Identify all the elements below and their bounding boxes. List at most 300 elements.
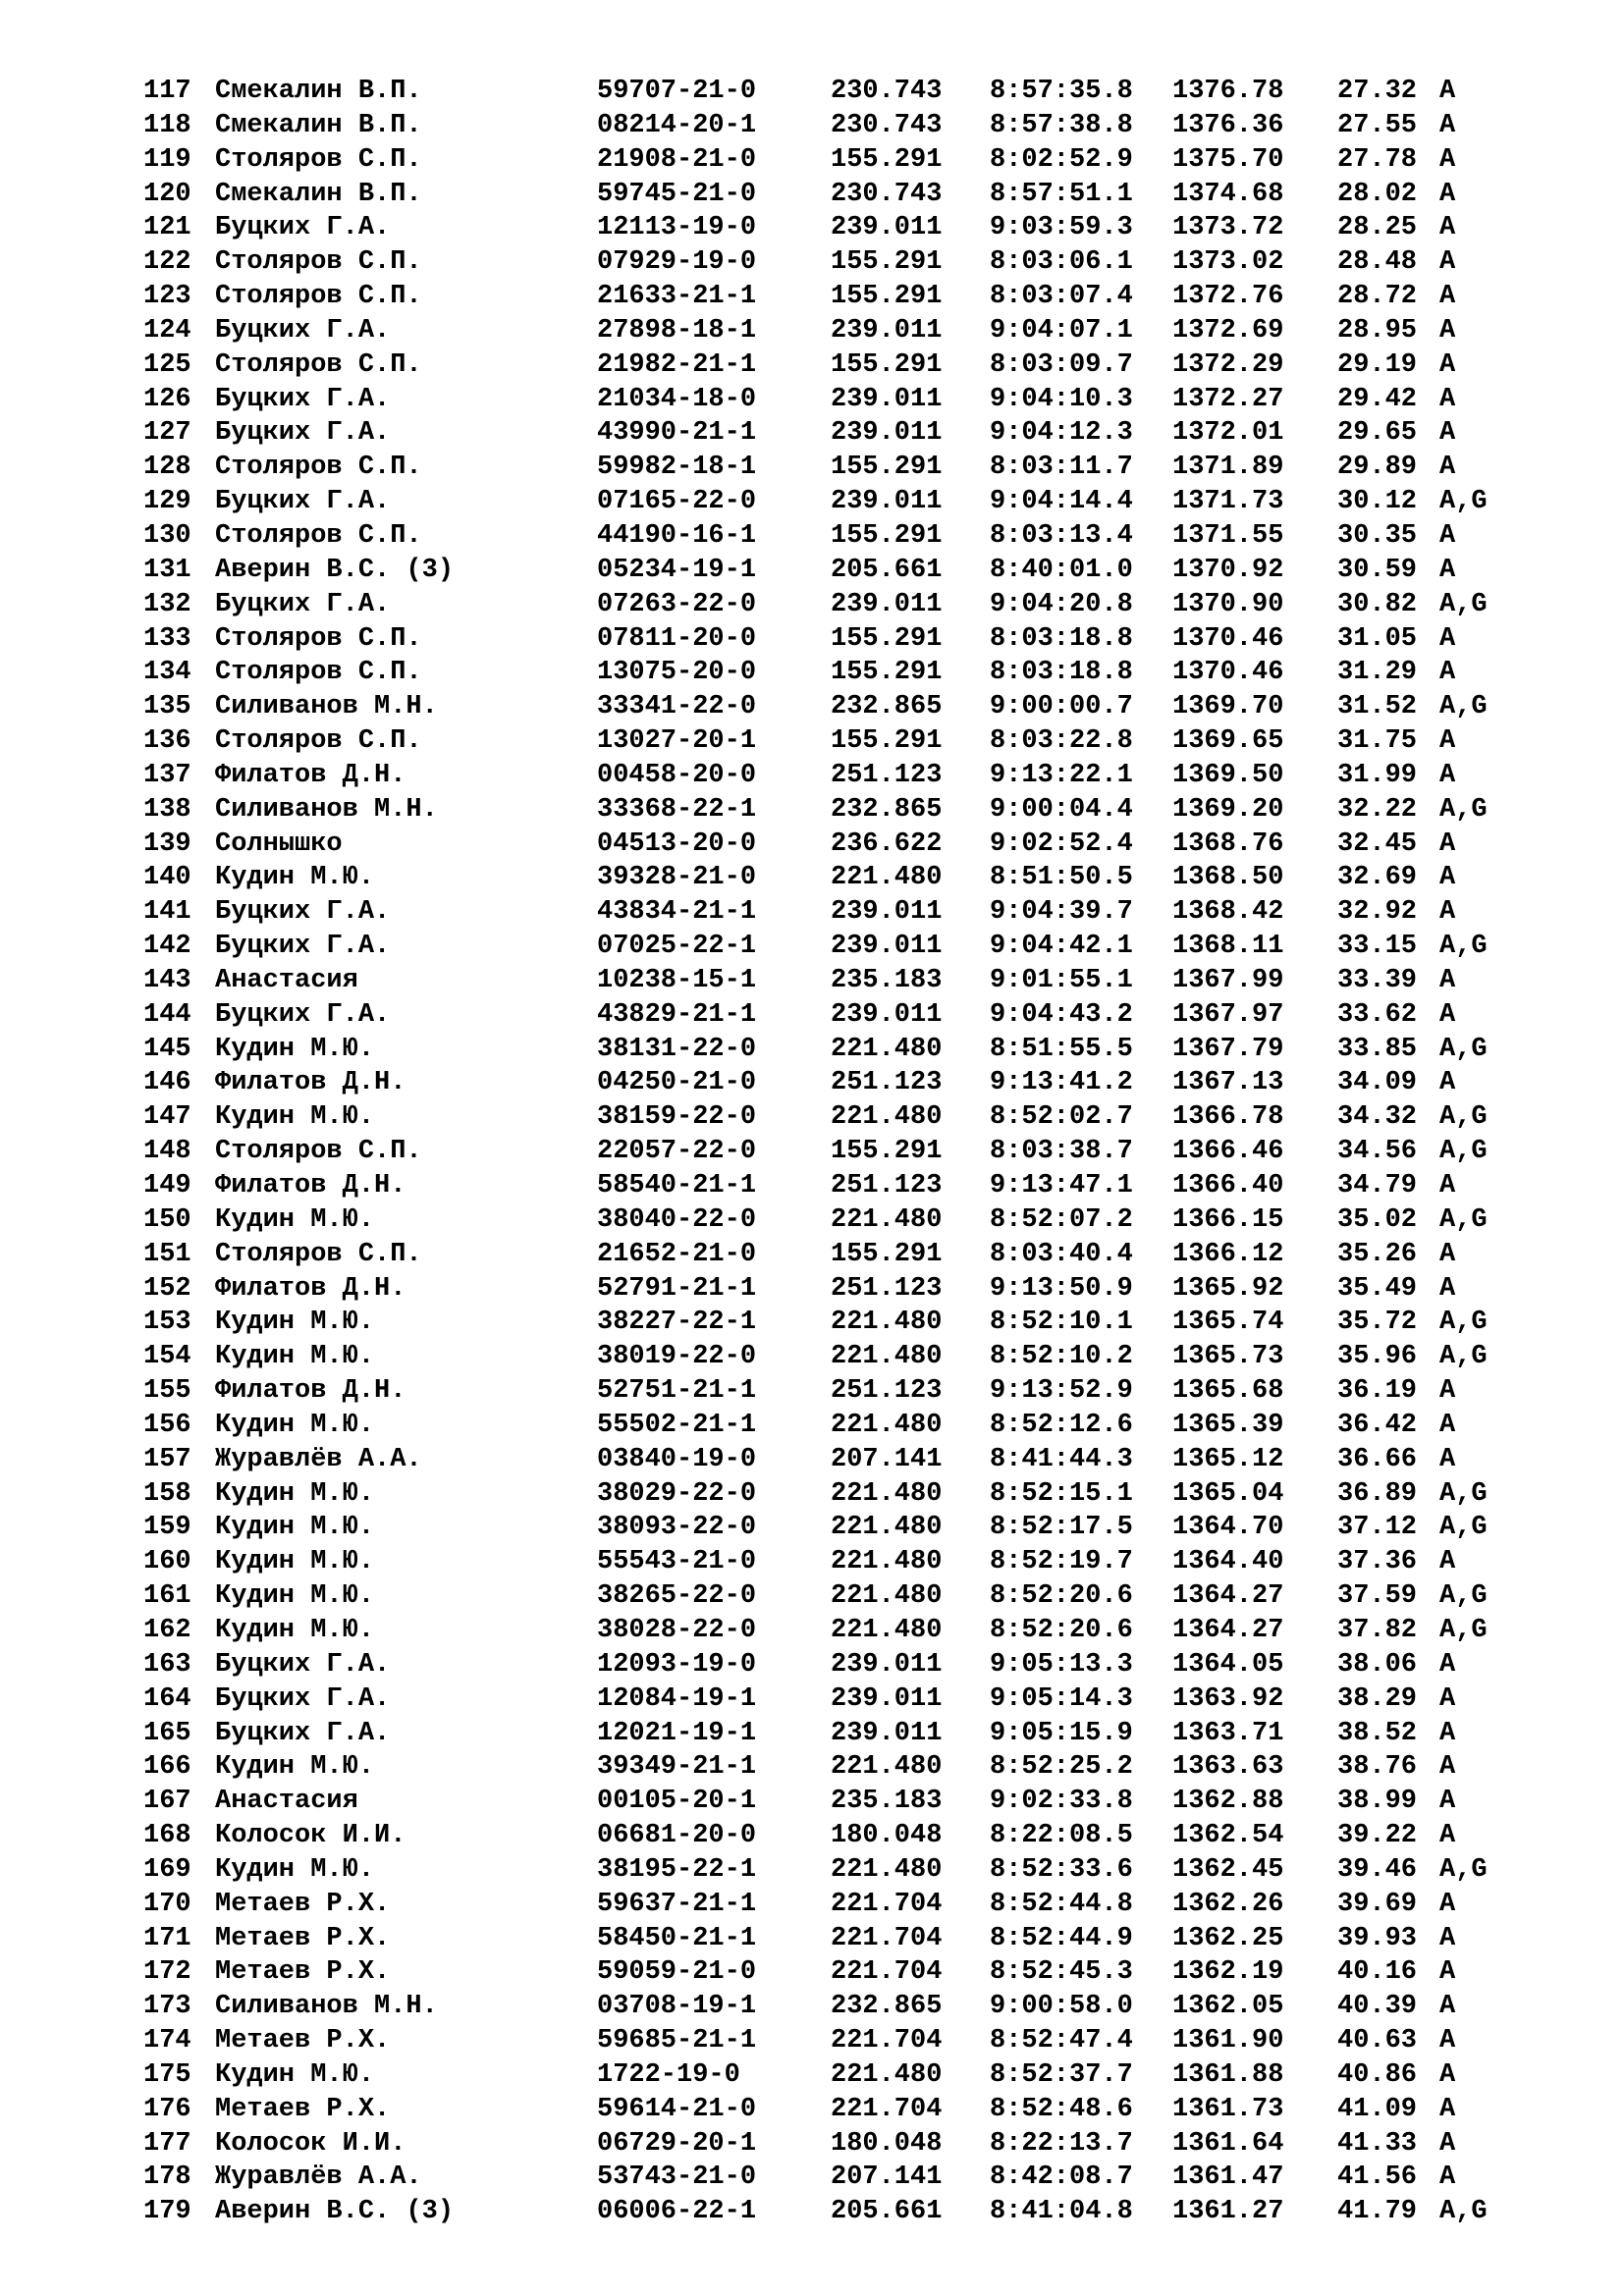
flag-cell: A,G [1439, 1102, 1488, 1133]
arrival-time-cell: 8:03:38.7 [990, 1137, 1133, 1167]
ring-number-cell: 59059-21-0 [597, 1957, 757, 1988]
fancier-name-cell: Буцких Г.А. [215, 418, 391, 449]
table-row [143, 2161, 1518, 2195]
arrival-time-cell: 8:03:13.4 [990, 520, 1133, 551]
fancier-name-cell: Метаев Р.Х. [215, 1889, 391, 1919]
distance-cell: 155.291 [831, 520, 943, 551]
fancier-name-cell: Кудин М.Ю. [215, 1615, 375, 1645]
ring-number-cell: 21982-21-1 [597, 349, 757, 380]
table-row [143, 930, 1518, 964]
speed-cell: 1368.42 [1172, 897, 1284, 928]
arrival-time-cell: 8:03:18.8 [990, 658, 1133, 688]
ring-number-cell: 07025-22-1 [597, 932, 757, 962]
place-cell: 124 [143, 315, 191, 346]
arrival-time-cell: 8:22:13.7 [990, 2128, 1133, 2159]
distance-cell: 251.123 [831, 1068, 943, 1098]
distance-cell: 239.011 [831, 897, 943, 928]
table-row [143, 1033, 1518, 1067]
table-row [143, 1682, 1518, 1717]
table-row [143, 348, 1518, 383]
coefficient-cell: 31.52 [1337, 692, 1418, 722]
arrival-time-cell: 9:13:47.1 [990, 1171, 1133, 1201]
coefficient-cell: 27.78 [1337, 144, 1418, 175]
table-row [143, 211, 1518, 245]
table-row [143, 519, 1518, 554]
distance-cell: 155.291 [831, 453, 943, 483]
flag-cell: A [1439, 2059, 1456, 2090]
coefficient-cell: 27.32 [1337, 77, 1418, 106]
speed-cell: 1364.40 [1172, 1547, 1284, 1577]
ring-number-cell: 06729-20-1 [597, 2128, 757, 2159]
ring-number-cell: 39349-21-1 [597, 1752, 757, 1783]
flag-cell: A [1439, 999, 1456, 1030]
flag-cell: A [1439, 1444, 1456, 1474]
flag-cell: A,G [1439, 1513, 1488, 1543]
speed-cell: 1364.05 [1172, 1649, 1284, 1680]
coefficient-cell: 27.55 [1337, 110, 1418, 140]
table-row [143, 1955, 1518, 1990]
coefficient-cell: 32.69 [1337, 863, 1418, 893]
arrival-time-cell: 8:52:44.8 [990, 1889, 1133, 1919]
table-row [143, 1750, 1518, 1785]
distance-cell: 221.480 [831, 1581, 943, 1612]
arrival-time-cell: 8:52:17.5 [990, 1513, 1133, 1543]
coefficient-cell: 30.82 [1337, 589, 1418, 619]
speed-cell: 1361.73 [1172, 2094, 1284, 2124]
fancier-name-cell: Буцких Г.А. [215, 897, 391, 928]
fancier-name-cell: Буцких Г.А. [215, 384, 391, 414]
coefficient-cell: 37.36 [1337, 1547, 1418, 1577]
arrival-time-cell: 9:04:20.8 [990, 589, 1133, 619]
coefficient-cell: 28.25 [1337, 213, 1418, 243]
place-cell: 155 [143, 1376, 191, 1407]
fancier-name-cell: Столяров С.П. [215, 144, 422, 175]
place-cell: 131 [143, 555, 191, 585]
arrival-time-cell: 8:52:44.9 [990, 1923, 1133, 1953]
distance-cell: 239.011 [831, 932, 943, 962]
arrival-time-cell: 8:52:47.4 [990, 2026, 1133, 2056]
distance-cell: 180.048 [831, 2128, 943, 2159]
ring-number-cell: 07811-20-0 [597, 623, 757, 654]
arrival-time-cell: 9:04:12.3 [990, 418, 1133, 449]
speed-cell: 1362.45 [1172, 1854, 1284, 1885]
distance-cell: 221.480 [831, 1752, 943, 1783]
arrival-time-cell: 9:05:14.3 [990, 1683, 1133, 1714]
fancier-name-cell: Столяров С.П. [215, 1137, 422, 1167]
place-cell: 173 [143, 1992, 191, 2022]
speed-cell: 1366.15 [1172, 1204, 1284, 1235]
speed-cell: 1366.78 [1172, 1102, 1284, 1133]
fancier-name-cell: Филатов Д.Н. [215, 1171, 406, 1201]
coefficient-cell: 35.02 [1337, 1204, 1418, 1235]
speed-cell: 1371.73 [1172, 487, 1284, 517]
flag-cell: A [1439, 418, 1456, 449]
coefficient-cell: 40.16 [1337, 1957, 1418, 1988]
flag-cell: A [1439, 179, 1456, 209]
distance-cell: 232.865 [831, 794, 943, 825]
place-cell: 142 [143, 932, 191, 962]
coefficient-cell: 39.22 [1337, 1821, 1418, 1851]
distance-cell: 221.704 [831, 1957, 943, 1988]
speed-cell: 1362.19 [1172, 1957, 1284, 1988]
speed-cell: 1376.78 [1172, 77, 1284, 106]
table-row [143, 724, 1518, 759]
arrival-time-cell: 8:57:35.8 [990, 77, 1133, 106]
ring-number-cell: 43834-21-1 [597, 897, 757, 928]
ring-number-cell: 13027-20-1 [597, 726, 757, 757]
ring-number-cell: 44190-16-1 [597, 520, 757, 551]
distance-cell: 239.011 [831, 384, 943, 414]
fancier-name-cell: Силиванов М.Н. [215, 794, 438, 825]
arrival-time-cell: 8:52:33.6 [990, 1854, 1133, 1885]
coefficient-cell: 35.96 [1337, 1342, 1418, 1372]
coefficient-cell: 36.89 [1337, 1478, 1418, 1509]
ring-number-cell: 59614-21-0 [597, 2094, 757, 2124]
fancier-name-cell: Столяров С.П. [215, 247, 422, 278]
coefficient-cell: 41.33 [1337, 2128, 1418, 2159]
arrival-time-cell: 8:52:25.2 [990, 1752, 1133, 1783]
distance-cell: 239.011 [831, 418, 943, 449]
distance-cell: 251.123 [831, 1171, 943, 1201]
distance-cell: 221.480 [831, 1478, 943, 1509]
ring-number-cell: 59707-21-0 [597, 77, 757, 106]
distance-cell: 221.480 [831, 1034, 943, 1064]
place-cell: 143 [143, 965, 191, 995]
speed-cell: 1368.11 [1172, 932, 1284, 962]
flag-cell: A [1439, 1376, 1456, 1407]
place-cell: 122 [143, 247, 191, 278]
fancier-name-cell: Столяров С.П. [215, 282, 422, 312]
coefficient-cell: 40.63 [1337, 2026, 1418, 2056]
ring-number-cell: 12021-19-1 [597, 1718, 757, 1748]
distance-cell: 221.480 [831, 1513, 943, 1543]
ring-number-cell: 59745-21-0 [597, 179, 757, 209]
table-row [143, 416, 1518, 451]
speed-cell: 1363.92 [1172, 1683, 1284, 1714]
distance-cell: 239.011 [831, 1718, 943, 1748]
fancier-name-cell: Буцких Г.А. [215, 1649, 391, 1680]
arrival-time-cell: 8:52:19.7 [990, 1547, 1133, 1577]
ring-number-cell: 43829-21-1 [597, 999, 757, 1030]
ring-number-cell: 10238-15-1 [597, 965, 757, 995]
place-cell: 127 [143, 418, 191, 449]
coefficient-cell: 35.72 [1337, 1308, 1418, 1338]
speed-cell: 1365.74 [1172, 1308, 1284, 1338]
flag-cell: A [1439, 828, 1456, 859]
coefficient-cell: 29.65 [1337, 418, 1418, 449]
place-cell: 177 [143, 2128, 191, 2159]
flag-cell: A [1439, 658, 1456, 688]
table-row [143, 383, 1518, 417]
fancier-name-cell: Кудин М.Ю. [215, 1752, 375, 1783]
place-cell: 175 [143, 2059, 191, 2090]
flag-cell: A,G [1439, 1137, 1488, 1167]
coefficient-cell: 33.85 [1337, 1034, 1418, 1064]
place-cell: 163 [143, 1649, 191, 1680]
speed-cell: 1361.90 [1172, 2026, 1284, 2056]
arrival-time-cell: 9:03:59.3 [990, 213, 1133, 243]
ring-number-cell: 21034-18-0 [597, 384, 757, 414]
distance-cell: 221.480 [831, 1854, 943, 1885]
distance-cell: 221.704 [831, 2094, 943, 2124]
speed-cell: 1362.54 [1172, 1821, 1284, 1851]
speed-cell: 1366.40 [1172, 1171, 1284, 1201]
place-cell: 162 [143, 1615, 191, 1645]
fancier-name-cell: Метаев Р.Х. [215, 2094, 391, 2124]
ring-number-cell: 59982-18-1 [597, 453, 757, 483]
coefficient-cell: 28.95 [1337, 315, 1418, 346]
speed-cell: 1367.13 [1172, 1068, 1284, 1098]
arrival-time-cell: 8:03:07.4 [990, 282, 1133, 312]
fancier-name-cell: Метаев Р.Х. [215, 1923, 391, 1953]
fancier-name-cell: Столяров С.П. [215, 623, 422, 654]
coefficient-cell: 33.15 [1337, 932, 1418, 962]
place-cell: 145 [143, 1034, 191, 1064]
coefficient-cell: 40.86 [1337, 2059, 1418, 2090]
fancier-name-cell: Буцких Г.А. [215, 315, 391, 346]
ring-number-cell: 07929-19-0 [597, 247, 757, 278]
table-row [143, 895, 1518, 930]
distance-cell: 221.480 [831, 1410, 943, 1440]
ring-number-cell: 53743-21-0 [597, 2163, 757, 2193]
fancier-name-cell: Столяров С.П. [215, 453, 422, 483]
flag-cell: A [1439, 77, 1456, 106]
speed-cell: 1361.64 [1172, 2128, 1284, 2159]
arrival-time-cell: 8:52:07.2 [990, 1204, 1133, 1235]
speed-cell: 1361.27 [1172, 2197, 1284, 2227]
fancier-name-cell: Смекалин В.П. [215, 179, 422, 209]
ring-number-cell: 12113-19-0 [597, 213, 757, 243]
ring-number-cell: 55543-21-0 [597, 1547, 757, 1577]
coefficient-cell: 37.12 [1337, 1513, 1418, 1543]
place-cell: 117 [143, 77, 191, 106]
distance-cell: 221.480 [831, 1308, 943, 1338]
fancier-name-cell: Аверин В.С. (3) [215, 555, 455, 585]
arrival-time-cell: 8:52:12.6 [990, 1410, 1133, 1440]
arrival-time-cell: 9:00:00.7 [990, 692, 1133, 722]
speed-cell: 1368.50 [1172, 863, 1284, 893]
flag-cell: A,G [1439, 692, 1488, 722]
speed-cell: 1362.26 [1172, 1889, 1284, 1919]
arrival-time-cell: 8:52:10.2 [990, 1342, 1133, 1372]
ring-number-cell: 38227-22-1 [597, 1308, 757, 1338]
distance-cell: 251.123 [831, 760, 943, 790]
place-cell: 118 [143, 110, 191, 140]
table-row [143, 1066, 1518, 1100]
table-row [143, 1785, 1518, 1819]
place-cell: 125 [143, 349, 191, 380]
place-cell: 170 [143, 1889, 191, 1919]
place-cell: 132 [143, 589, 191, 619]
arrival-time-cell: 8:52:15.1 [990, 1478, 1133, 1509]
distance-cell: 239.011 [831, 213, 943, 243]
speed-cell: 1367.99 [1172, 965, 1284, 995]
ring-number-cell: 12093-19-0 [597, 1649, 757, 1680]
speed-cell: 1370.46 [1172, 623, 1284, 654]
place-cell: 136 [143, 726, 191, 757]
arrival-time-cell: 8:40:01.0 [990, 555, 1133, 585]
distance-cell: 232.865 [831, 692, 943, 722]
ring-number-cell: 58540-21-1 [597, 1171, 757, 1201]
distance-cell: 155.291 [831, 144, 943, 175]
table-row [143, 861, 1518, 895]
coefficient-cell: 36.42 [1337, 1410, 1418, 1440]
ring-number-cell: 33341-22-0 [597, 692, 757, 722]
flag-cell: A [1439, 384, 1456, 414]
flag-cell: A,G [1439, 1204, 1488, 1235]
flag-cell: A [1439, 247, 1456, 278]
ring-number-cell: 38040-22-0 [597, 1204, 757, 1235]
speed-cell: 1366.12 [1172, 1239, 1284, 1269]
table-row [143, 998, 1518, 1033]
distance-cell: 155.291 [831, 349, 943, 380]
fancier-name-cell: Журавлёв А.А. [215, 2163, 422, 2193]
speed-cell: 1364.27 [1172, 1615, 1284, 1645]
speed-cell: 1365.04 [1172, 1478, 1284, 1509]
coefficient-cell: 30.12 [1337, 487, 1418, 517]
flag-cell: A [1439, 1547, 1456, 1577]
flag-cell: A [1439, 144, 1456, 175]
place-cell: 164 [143, 1683, 191, 1714]
distance-cell: 230.743 [831, 110, 943, 140]
table-row [143, 1374, 1518, 1409]
distance-cell: 221.480 [831, 1342, 943, 1372]
fancier-name-cell: Кудин М.Ю. [215, 1102, 375, 1133]
arrival-time-cell: 8:52:48.6 [990, 2094, 1133, 2124]
fancier-name-cell: Столяров С.П. [215, 726, 422, 757]
arrival-time-cell: 9:13:22.1 [990, 760, 1133, 790]
place-cell: 165 [143, 1718, 191, 1748]
distance-cell: 207.141 [831, 2163, 943, 2193]
table-row [143, 690, 1518, 724]
coefficient-cell: 29.42 [1337, 384, 1418, 414]
arrival-time-cell: 8:57:51.1 [990, 179, 1133, 209]
coefficient-cell: 36.66 [1337, 1444, 1418, 1474]
flag-cell: A,G [1439, 932, 1488, 962]
flag-cell: A [1439, 1410, 1456, 1440]
arrival-time-cell: 9:04:07.1 [990, 315, 1133, 346]
speed-cell: 1364.27 [1172, 1581, 1284, 1612]
place-cell: 161 [143, 1581, 191, 1612]
place-cell: 129 [143, 487, 191, 517]
fancier-name-cell: Анастасия [215, 965, 358, 995]
speed-cell: 1361.88 [1172, 2059, 1284, 2090]
table-row [143, 109, 1518, 143]
coefficient-cell: 35.26 [1337, 1239, 1418, 1269]
fancier-name-cell: Филатов Д.Н. [215, 760, 406, 790]
arrival-time-cell: 8:02:52.9 [990, 144, 1133, 175]
place-cell: 126 [143, 384, 191, 414]
speed-cell: 1374.68 [1172, 179, 1284, 209]
fancier-name-cell: Столяров С.П. [215, 1239, 422, 1269]
table-row [143, 1238, 1518, 1272]
ring-number-cell: 38029-22-0 [597, 1478, 757, 1509]
flag-cell: A,G [1439, 1034, 1488, 1064]
table-row [143, 1409, 1518, 1443]
table-row [143, 178, 1518, 212]
distance-cell: 239.011 [831, 999, 943, 1030]
coefficient-cell: 28.48 [1337, 247, 1418, 278]
table-row [143, 1272, 1518, 1307]
table-row [143, 1203, 1518, 1238]
coefficient-cell: 34.79 [1337, 1171, 1418, 1201]
place-cell: 120 [143, 179, 191, 209]
speed-cell: 1365.12 [1172, 1444, 1284, 1474]
fancier-name-cell: Буцких Г.А. [215, 932, 391, 962]
flag-cell: A [1439, 726, 1456, 757]
flag-cell: A [1439, 520, 1456, 551]
distance-cell: 230.743 [831, 77, 943, 106]
place-cell: 158 [143, 1478, 191, 1509]
distance-cell: 251.123 [831, 1273, 943, 1304]
place-cell: 144 [143, 999, 191, 1030]
table-row [143, 1648, 1518, 1682]
fancier-name-cell: Кудин М.Ю. [215, 1547, 375, 1577]
speed-cell: 1369.70 [1172, 692, 1284, 722]
distance-cell: 155.291 [831, 247, 943, 278]
fancier-name-cell: Буцких Г.А. [215, 487, 391, 517]
place-cell: 151 [143, 1239, 191, 1269]
arrival-time-cell: 8:52:37.7 [990, 2059, 1133, 2090]
arrival-time-cell: 8:03:09.7 [990, 349, 1133, 380]
ring-number-cell: 21652-21-0 [597, 1239, 757, 1269]
arrival-time-cell: 8:03:22.8 [990, 726, 1133, 757]
arrival-time-cell: 9:04:10.3 [990, 384, 1133, 414]
distance-cell: 230.743 [831, 179, 943, 209]
distance-cell: 235.183 [831, 1787, 943, 1817]
coefficient-cell: 32.22 [1337, 794, 1418, 825]
arrival-time-cell: 8:03:18.8 [990, 623, 1133, 654]
place-cell: 147 [143, 1102, 191, 1133]
place-cell: 138 [143, 794, 191, 825]
place-cell: 172 [143, 1957, 191, 1988]
arrival-time-cell: 8:03:11.7 [990, 453, 1133, 483]
table-row [143, 280, 1518, 314]
place-cell: 123 [143, 282, 191, 312]
flag-cell: A [1439, 110, 1456, 140]
place-cell: 166 [143, 1752, 191, 1783]
fancier-name-cell: Журавлёв А.А. [215, 1444, 422, 1474]
fancier-name-cell: Метаев Р.Х. [215, 2026, 391, 2056]
speed-cell: 1369.50 [1172, 760, 1284, 790]
distance-cell: 221.704 [831, 1889, 943, 1919]
flag-cell: A,G [1439, 487, 1488, 517]
fancier-name-cell: Смекалин В.П. [215, 110, 422, 140]
coefficient-cell: 37.82 [1337, 1615, 1418, 1645]
coefficient-cell: 33.62 [1337, 999, 1418, 1030]
distance-cell: 221.480 [831, 1615, 943, 1645]
arrival-time-cell: 8:03:06.1 [990, 247, 1133, 278]
fancier-name-cell: Кудин М.Ю. [215, 1342, 375, 1372]
coefficient-cell: 29.19 [1337, 349, 1418, 380]
flag-cell: A [1439, 1273, 1456, 1304]
place-cell: 154 [143, 1342, 191, 1372]
fancier-name-cell: Солнышко [215, 828, 343, 859]
place-cell: 128 [143, 453, 191, 483]
flag-cell: A [1439, 1752, 1456, 1783]
speed-cell: 1362.88 [1172, 1787, 1284, 1817]
flag-cell: A [1439, 349, 1456, 380]
fancier-name-cell: Столяров С.П. [215, 520, 422, 551]
flag-cell: A [1439, 2094, 1456, 2124]
coefficient-cell: 41.56 [1337, 2163, 1418, 2193]
ring-number-cell: 04250-21-0 [597, 1068, 757, 1098]
place-cell: 133 [143, 623, 191, 654]
distance-cell: 232.865 [831, 1992, 943, 2022]
flag-cell: A [1439, 1171, 1456, 1201]
fancier-name-cell: Анастасия [215, 1787, 358, 1817]
fancier-name-cell: Колосок И.И. [215, 2128, 406, 2159]
